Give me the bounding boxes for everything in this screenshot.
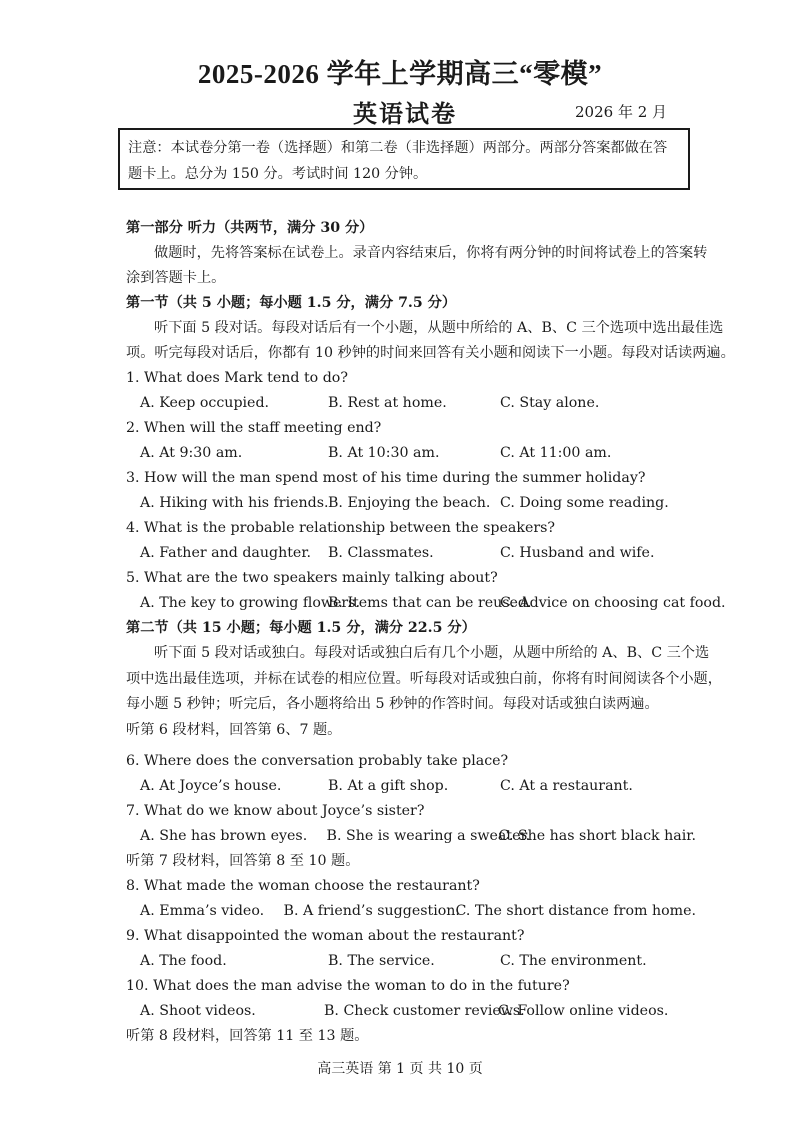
question-options	[126, 949, 696, 974]
question-options	[126, 774, 696, 799]
option-c[interactable]: C. The environment.	[500, 952, 647, 969]
section1-intro-1: 听下面 5 段对话。每段对话后有一个小题，从题中所给的 A、B、C 三个选项中选出最佳选	[154, 320, 724, 336]
material-7-note: 听第 7 段材料，回答第 8 至 10 题。	[126, 852, 360, 869]
question-text: 8. What made the woman choose the restaurant?	[126, 877, 480, 894]
section2-intro-1: 听下面 5 段对话或独白。每段对话或独白后有几个小题，从题中所给的 A、B、C 三个选	[154, 645, 710, 661]
notice-line-1: 注意：本试卷分第一卷（选择题）和第二卷（非选择题）两部分。两部分答案都做在答	[128, 140, 668, 156]
question-text: 6. Where does the conversation probably take place?	[126, 752, 509, 769]
option-a[interactable]: A. Hiking with his friends.	[140, 495, 329, 511]
option-a[interactable]: A. At Joyce’s house.	[140, 777, 282, 794]
question-options	[126, 591, 726, 616]
exam-title: 2025-2026 学年上学期高三“零模”	[197, 59, 603, 89]
option-c[interactable]: C. Stay alone.	[500, 395, 600, 411]
section2-intro-2: 项中选出最佳选项，并标在试卷的相应位置。听每段对话或独白前，你将有时间阅读各个小题，	[126, 670, 722, 687]
option-c[interactable]: C. Husband and wife.	[500, 545, 655, 561]
notice-line-2: 题卡上。总分为 150 分。考试时间 120 分钟。	[128, 166, 428, 182]
option-a[interactable]: A. She has brown eyes.	[140, 827, 308, 844]
option-a[interactable]: A. The food.	[140, 952, 227, 969]
option-c[interactable]: C. At a restaurant.	[500, 777, 633, 794]
question-options	[126, 441, 696, 466]
section1-heading: 第一节（共 5 小题；每小题 1.5 分，满分 7.5 分）	[126, 295, 457, 311]
question-options	[126, 541, 696, 566]
question-options	[126, 999, 696, 1024]
exam-content	[126, 216, 735, 1049]
option-b[interactable]: B. The service.	[328, 952, 435, 969]
option-b[interactable]: B. Classmates.	[328, 545, 434, 561]
option-c[interactable]: C. Doing some reading.	[500, 495, 669, 511]
option-a[interactable]: A. Emma’s video.	[140, 902, 265, 919]
option-b[interactable]: B. Rest at home.	[328, 395, 447, 411]
option-b[interactable]: B. At a gift shop.	[328, 777, 449, 794]
question-options	[126, 824, 696, 849]
question-text: 3. How will the man spend most of his time during the summer holiday?	[126, 470, 646, 486]
part1-intro-1: 做题时，先将答案标在试卷上。录音内容结束后，你将有两分钟的时间将试卷上的答案转	[154, 245, 708, 261]
option-b[interactable]: B. A friend’s suggestion.	[283, 902, 460, 919]
option-b[interactable]: B. Enjoying the beach.	[328, 495, 491, 511]
option-c[interactable]: C. Advice on choosing cat food.	[500, 595, 726, 611]
section1-intro-2: 项。听完每段对话后，你都有 10 秒钟的时间来回答有关小题和阅读下一小题。每段对话读两遍。	[126, 345, 735, 361]
exam-date: 2026 年 2 月	[575, 103, 668, 121]
option-a[interactable]: A. Shoot videos.	[140, 1002, 256, 1019]
question-text: 7. What do we know about Joyce’s sister?	[126, 802, 425, 819]
option-c[interactable]: C. Follow online videos.	[498, 1002, 669, 1019]
option-b[interactable]: B. She is wearing a sweater.	[326, 827, 531, 844]
option-c[interactable]: C. The short distance from home.	[455, 902, 696, 919]
option-b[interactable]: B. At 10:30 am.	[328, 445, 440, 461]
question-text: 5. What are the two speakers mainly talking about?	[126, 570, 498, 586]
option-b[interactable]: B. Check customer reviews.	[324, 1002, 525, 1019]
question-options	[126, 391, 696, 416]
section2-heading: 第二节（共 15 小题；每小题 1.5 分，满分 22.5 分）	[126, 620, 476, 636]
option-b[interactable]: B. Items that can be reused.	[328, 595, 532, 611]
option-c[interactable]: C. At 11:00 am.	[500, 445, 612, 461]
page-footer: 高三英语 第 1 页 共 10 页	[317, 1061, 483, 1077]
material-6-note: 听第 6 段材料，回答第 6、7 题。	[126, 721, 342, 738]
option-a[interactable]: A. Father and daughter.	[140, 545, 312, 561]
notice-box	[118, 128, 690, 190]
option-a[interactable]: A. Keep occupied.	[140, 395, 270, 411]
exam-subtitle: 英语试卷	[353, 99, 457, 128]
question-options	[126, 491, 696, 516]
section2-intro-3: 每小题 5 秒钟；听完后，各小题将给出 5 秒钟的作答时间。每段对话或独白读两遍。	[126, 696, 659, 713]
option-a[interactable]: A. At 9:30 am.	[140, 445, 243, 461]
material-8-note: 听第 8 段材料，回答第 11 至 13 题。	[126, 1027, 369, 1044]
part1-heading: 第一部分 听力（共两节，满分 30 分）	[126, 220, 374, 236]
question-text: 4. What is the probable relationship between the speakers?	[126, 520, 556, 536]
part1-intro-2: 涂到答题卡上。	[126, 270, 226, 286]
question-options	[126, 899, 696, 924]
question-text: 9. What disappointed the woman about the restaurant?	[126, 927, 525, 944]
question-text: 10. What does the man advise the woman to do in the future?	[126, 977, 570, 994]
option-c[interactable]: C. She has short black hair.	[498, 827, 696, 844]
question-text: 1. What does Mark tend to do?	[126, 370, 348, 386]
option-a[interactable]: A. The key to growing flowers.	[140, 595, 360, 611]
question-text: 2. When will the staff meeting end?	[126, 420, 382, 436]
